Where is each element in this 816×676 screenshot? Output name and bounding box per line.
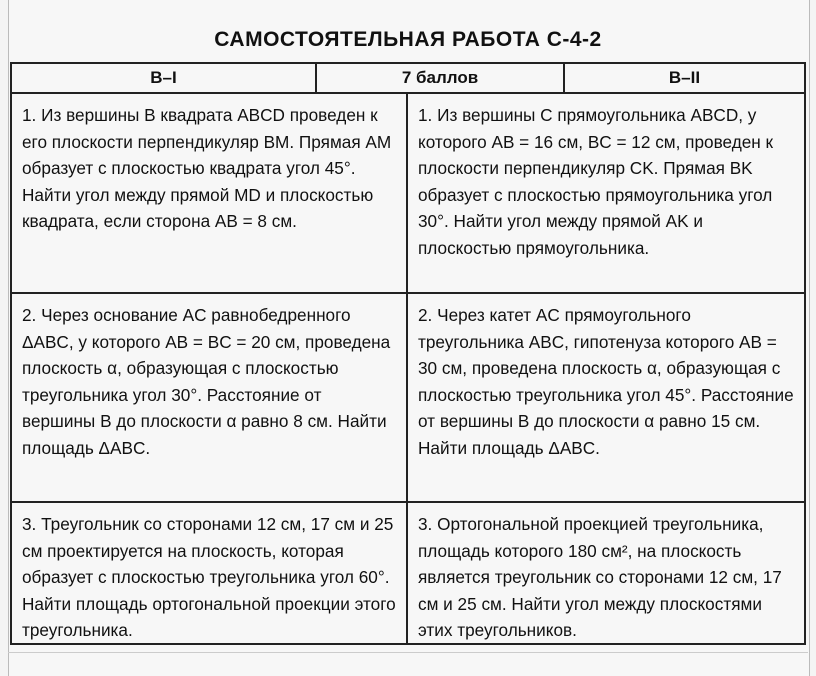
task-1-variant-1: 1. Из вершины B квадрата ABCD проведен к его плоскости перпендикуляр BM. Прямая AM образует с плоскостью квадрата угол 45°. Найти угол между прямой MD и плоскостью квадрата, если сторона AB = 8 см. bbox=[12, 94, 408, 292]
page-bottom-rule bbox=[8, 652, 808, 653]
variant-1-header: В–I bbox=[12, 64, 317, 92]
task-1-variant-2: 1. Из вершины C прямоугольника ABCD, у которого AB = 16 см, BC = 12 см, проведен к плоскости перпендикуляр CK. Прямая BK образует с плоскостью прямоугольника угол 30°. Найти угол между прямой AK и плоскостью прямоугольника. bbox=[418, 105, 774, 258]
table-row bbox=[12, 94, 804, 294]
task-3-variant-2: 3. Ортогональной проекцией треугольника, площадь которого 180 см², на плоскость является треугольник со сторонами 12 см, 17 см и 25 см. Найти угол между плоскостями этих треугольников. bbox=[418, 514, 782, 640]
table-row bbox=[12, 294, 804, 503]
task-2-variant-2: 2. Через катет AC прямоугольного треугольника ABC, гипотенуза которого AB = 30 см, проведена плоскость α, образующая с плоскостью треугольника угол 45°. Расстояние от вершины B до плоскости α равно 15 см. Найти площадь ΔABC. bbox=[418, 305, 794, 458]
worksheet-title: САМОСТОЯТЕЛЬНАЯ РАБОТА С-4-2 bbox=[214, 28, 602, 51]
table-header bbox=[12, 64, 804, 94]
tasks-table bbox=[10, 62, 806, 645]
table-row bbox=[12, 503, 804, 643]
task-2-variant-1: 2. Через основание AC равнобедренного ΔABC, у которого AB = BC = 20 см, проведена плоскость α, образующая с плоскостью треугольника угол 30°. Расстояние от вершины B до плоскости α равно 8 см. Найти площадь ΔABC. bbox=[12, 294, 408, 501]
task-3-variant-1: 3. Треугольник со сторонами 12 см, 17 см и 25 см проектируется на плоскость, которая образует с плоскостью треугольника угол 60°. Найти площадь ортогональной проекции этого треугольника. bbox=[12, 503, 408, 643]
variant-2-header: В–II bbox=[668, 68, 701, 87]
points-header: 7 баллов bbox=[317, 64, 565, 92]
